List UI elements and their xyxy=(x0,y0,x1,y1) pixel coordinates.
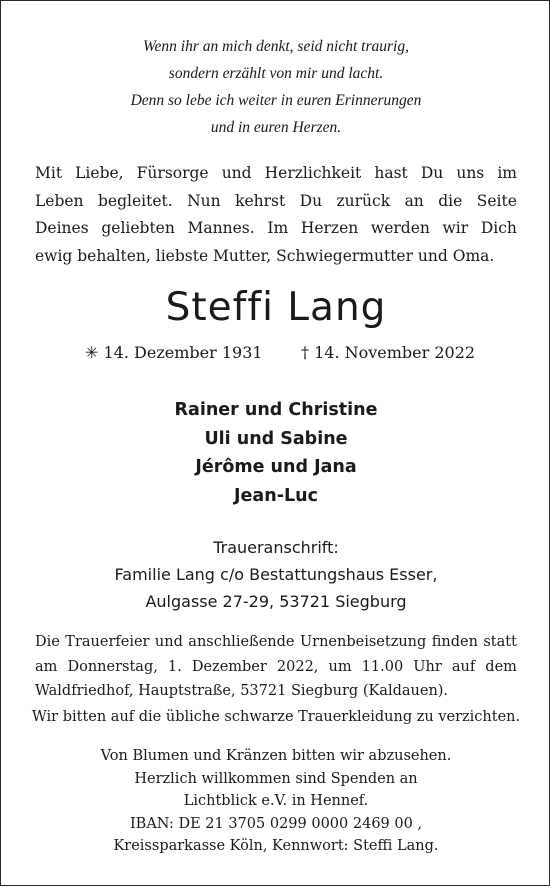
word: 2022, xyxy=(276,658,319,675)
word: 11.00 xyxy=(361,658,404,675)
ceremony-line xyxy=(35,630,517,655)
tribute-line xyxy=(35,243,517,271)
ceremony-paragraph xyxy=(35,630,517,704)
word: uns xyxy=(456,164,485,182)
memorial-verse xyxy=(1,33,550,141)
word: und xyxy=(221,164,252,182)
verse-line: sondern erzählt von mir und lacht. xyxy=(168,65,384,82)
word: Uhr xyxy=(413,658,442,675)
word: Herzlichkeit xyxy=(264,164,362,182)
tribute-line xyxy=(35,188,517,216)
word: Seite xyxy=(476,191,517,210)
word: Deines xyxy=(35,219,89,237)
donation-line: Lichtblick e.V. in Hennef. xyxy=(183,793,369,809)
family-line: Jérôme und Jana xyxy=(195,457,357,477)
word: anschließende xyxy=(188,634,295,650)
word: Dezember xyxy=(191,658,267,675)
address-line: Familie Lang c/o Bestattungshaus Esser, xyxy=(114,565,438,584)
word: Leben xyxy=(35,191,84,210)
word: Herzen xyxy=(300,219,359,237)
word: Fürsorge xyxy=(136,164,209,182)
word: an xyxy=(404,191,424,210)
word: Liebe, xyxy=(75,164,124,182)
word: wir xyxy=(442,219,469,237)
address-line: Aulgasse 27-29, 53721 Siegburg xyxy=(145,592,407,611)
verse-line: Denn so lebe ich weiter in euren Erinnerungen xyxy=(130,92,422,109)
word: statt xyxy=(483,634,517,650)
word: im xyxy=(497,164,517,182)
verse-line: Wenn ihr an mich denkt, seid nicht traurig, xyxy=(143,38,409,55)
donation-iban: IBAN: DE 21 3705 0299 0000 2469 00 , xyxy=(129,815,423,832)
word: zurück xyxy=(336,191,391,210)
address-heading: Traueranschrift: xyxy=(213,538,339,557)
word: Dich xyxy=(480,219,517,237)
word: Du xyxy=(299,191,323,210)
word: dem xyxy=(485,658,517,675)
family-line: Uli und Sabine xyxy=(204,428,348,449)
death-date: † 14. November 2022 xyxy=(301,343,476,362)
ceremony-line xyxy=(35,655,517,680)
word: Donnerstag, xyxy=(67,658,158,675)
word: Nun xyxy=(187,191,221,210)
word: Mit xyxy=(35,164,63,182)
birth-date: ✳ 14. Dezember 1931 xyxy=(85,343,263,362)
family-line: Rainer und Christine xyxy=(174,400,378,420)
word: werden xyxy=(370,219,430,237)
word: Die xyxy=(35,634,60,650)
tribute-paragraph xyxy=(35,160,517,270)
word: Trauerfeier xyxy=(65,634,150,650)
word: um xyxy=(328,658,352,675)
ceremony-line xyxy=(35,679,517,704)
donation-line: Kreissparkasse Köln, Kennwort: Steffi Lang. xyxy=(113,838,439,854)
mourning-address xyxy=(1,534,550,615)
word: hast xyxy=(374,164,408,182)
word: am xyxy=(35,658,58,675)
tribute-line xyxy=(35,215,517,243)
word: begleitet. xyxy=(97,191,173,210)
word: Mannes. xyxy=(187,219,255,237)
word: Du xyxy=(420,164,444,182)
word: auf xyxy=(451,658,476,675)
donation-line: Herzlich willkommen sind Spenden an xyxy=(134,770,418,787)
tribute-line xyxy=(35,160,517,188)
word: finden xyxy=(431,634,478,650)
word: 1. xyxy=(167,658,182,675)
donation-line: Von Blumen und Kränzen bitten wir abzusehen. xyxy=(100,748,452,764)
verse-line: und in euren Herzen. xyxy=(210,119,342,136)
donation-info xyxy=(1,745,550,858)
tribute-last-line: ewig behalten, liebste Mutter, Schwiegermutter und Oma. xyxy=(35,246,495,265)
family-line: Jean-Luc xyxy=(234,485,318,506)
word: Im xyxy=(267,219,289,237)
dress-code-note: Wir bitten auf die übliche schwarze Trauerkleidung zu verzichten. xyxy=(31,709,521,725)
ceremony-last-line: Waldfriedhof, Hauptstraße, 53721 Siegburg (Kaldauen). xyxy=(35,683,449,699)
family-members xyxy=(1,396,550,510)
word: geliebten xyxy=(101,219,175,237)
word: und xyxy=(154,634,183,650)
deceased-name: Steffi Lang xyxy=(165,285,387,330)
word: Urnenbeisetzung xyxy=(299,634,427,650)
word: die xyxy=(438,191,463,210)
word: kehrst xyxy=(235,191,286,210)
